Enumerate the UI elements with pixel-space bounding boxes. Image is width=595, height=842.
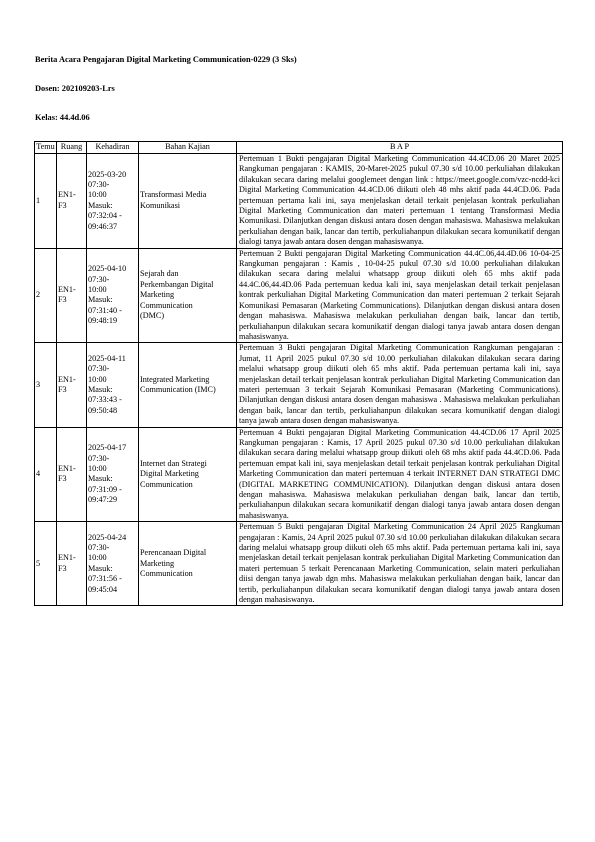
attendance-cell: 2025-04-11 07:30- 10:00 Masuk: 07:33:43 - 09:50:48: [87, 343, 139, 427]
bap-cell: Pertemuan 2 Bukti pengajaran Digital Marketing Communication 44.4C.06,44.4D.06 10-04-25 Rangkuman pengajaran : Kamis , 10-04-25 pukul 07.30 s/d 10.00 perkuliahan dilakukan dilakukan secara daring melalui whatsapp group diikuti oleh 65 mhs aktif pada 44.4C.06,44.4D.06 Pada pertemuan kedua kali ini, saya menjelaskan detail terkait penjelasan kontrak perkuliahan Digital Marketing Communication dan materi pertemuan 2 terkait Sejarah Komunikasi Pemasaran (Marketing Communications). Dilanjutkan dengan diskusi antara dosen dengan mahasiswa. Mahasiswa melakukan perkuliahan dengan baik, lancar dan tertib, perkuliahanpun dilakukan secara komunikatif dengan dialogi tanya jawab antara dosen dengan mahasiswanya.: [237, 248, 563, 343]
attendance-cell: 2025-04-17 07:30- 10:00 Masuk: 07:31:09 - 09:47:29: [87, 427, 139, 522]
room-cell: EN1- F3: [57, 522, 87, 606]
table-row: [35, 154, 563, 249]
meeting-number: 2: [35, 248, 57, 343]
attendance-table: [34, 141, 563, 606]
meeting-number: 1: [35, 154, 57, 249]
column-header-bap: B A P: [237, 142, 563, 154]
attendance-cell: 2025-04-10 07:30- 10:00 Masuk: 07:31:40 - 09:48:19: [87, 248, 139, 343]
room-cell: EN1- F3: [57, 343, 87, 427]
table-row: [35, 248, 563, 343]
bap-cell: Pertemuan 5 Bukti pengajaran Digital Marketing Communication 24 April 2025 Rangkuman pengajaran : Kamis, 24 April 2025 pukul 07.30 s/d 10.00 perkuliahan dilakukan dilakukan secara daring melalui whatsapp group diikuti oleh 65 mhs aktif. Pada pertemuan pertama kali ini, saya menjelaskan detail terkait penjelasan kontrak perkuliahan Digital Marketing Communication dan materi pertemuan 5 terkait Perencanaan Marketing Communication, selain materi perkuliahan diisi dengan tanya jawab dgn mhs. Mahasiswa melakukan perkuliahan dengan baik, lancar dan tertib, perkuliahanpun dilakukan secara komunikatif dengan dialogi tanya jawab antara dosen dengan mahasiswanya.: [237, 522, 563, 606]
room-cell: EN1- F3: [57, 248, 87, 343]
room-cell: EN1- F3: [57, 154, 87, 249]
topic-cell: Sejarah dan Perkembangan Digital Marketing Communication (DMC): [139, 248, 237, 343]
column-header-temu: Temu: [35, 142, 57, 154]
column-header-bahan-kajian: Bahan Kajian: [139, 142, 237, 154]
lecturer-label: Dosen: 202109203-Lrs: [35, 84, 115, 93]
column-header-kehadiran: Kehadiran: [87, 142, 139, 154]
bap-cell: Pertemuan 4 Bukti pengajaran Digital Marketing Communication 44.4CD.06 17 April 2025 Rangkuman pengajaran : Kamis, 17 April 2025 pukul 07.30 s/d 10.00 perkuliahan dilakukan dilakukan secara daring melalui whatsapp group diikuti oleh 68 mhs aktif pada 44.4CD.06. Pada pertemuan empat kali ini, saya menjelaskan detail terkait penjelasan kontrak perkuliahan Digital Marketing Communication dan materi pertemuan 4 terkait INTERNET DAN STRATEGI DMC (DIGITAL MARKETING COMMUNICATION). Dilanjutkan dengan diskusi antara dosen dengan mahasiswa. Mahasiswa melakukan perkuliahan dengan baik, lancar dan tertib, perkuliahanpun dilakukan secara komunikatif dengan dialogi tanya jawab antara dosen dengan mahasiswanya.: [237, 427, 563, 522]
bap-cell: Pertemuan 3 Bukti pengajaran Digital Marketing Communication Rangkuman pengajaran : Jumat, 11 April 2025 pukul 07.30 s/d 10.00 perkuliahan dilakukan dilakukan secara daring melalui whatsapp group diikuti oleh 65 mhs aktif. Pada pertemuan pertama kali ini, saya menjelaskan detail terkait penjelasan kontrak perkuliahan Digital Marketing Communication dan materi pertemuan 3 terkait Sejarah Komunikasi Pemasaran (Marketing Communications). Dilanjutkan dengan diskusi antara dosen dengan mahasiswa . Mahasiswa melakukan perkuliahan dengan baik, lancar dan tertib, perkuliahanpun dilakukan secara komunikatif dengan dialogi tanya jawab antara dosen dengan mahasiswanya.: [237, 343, 563, 427]
table-header-row: [35, 142, 563, 154]
table-row: [35, 522, 563, 606]
class-label: Kelas: 44.4d.06: [35, 113, 90, 122]
bap-cell: Pertemuan 1 Bukti pengajaran Digital Marketing Communication 44.4CD.06 20 Maret 2025 Rangkuman pengajaran : KAMIS, 20-Maret-2025 pukul 07.30 s/d 10.00 perkuliahan dilakukan dilakukan secara daring melalui googlemeet dengan link : https://meet.google.com/vzc-ncdd-kci Digital Marketing Communication 44.4CD.06 diikuti oleh 48 mhs aktif pada 44.4CD.06. Pada pertemuan pertama kali ini, saya menjelaskan detail terkait penjelasan kontrak perkuliahan Digital Marketing Communication dan materi pertemuan 1 tentang Transformasi Media Komunikasi. Dilanjutkan dengan diskusi antara dosen dengan mahasiswa. Mahasiswa melakukan perkuliahan dengan baik, lancar dan tertib, perkuliahanpun dilakukan secara komunikatif dengan dialogi tanya jawab antara dosen dengan mahasiswanya.: [237, 154, 563, 249]
attendance-cell: 2025-03-20 07:30- 10:00 Masuk: 07:32:04 - 09:46:37: [87, 154, 139, 249]
column-header-ruang: Ruang: [57, 142, 87, 154]
meeting-number: 5: [35, 522, 57, 606]
room-cell: EN1- F3: [57, 427, 87, 522]
table-row: [35, 427, 563, 522]
topic-cell: Internet dan Strategi Digital Marketing Communication: [139, 427, 237, 522]
topic-cell: Integrated Marketing Communication (IMC): [139, 343, 237, 427]
table-row: [35, 343, 563, 427]
meeting-number: 4: [35, 427, 57, 522]
topic-cell: Perencanaan Digital Marketing Communication: [139, 522, 237, 606]
attendance-cell: 2025-04-24 07:30- 10:00 Masuk: 07:31:56 - 09:45:04: [87, 522, 139, 606]
meeting-number: 3: [35, 343, 57, 427]
topic-cell: Transformasi Media Komunikasi: [139, 154, 237, 249]
document-title: Berita Acara Pengajaran Digital Marketing Communication-0229 (3 Sks): [35, 55, 297, 64]
